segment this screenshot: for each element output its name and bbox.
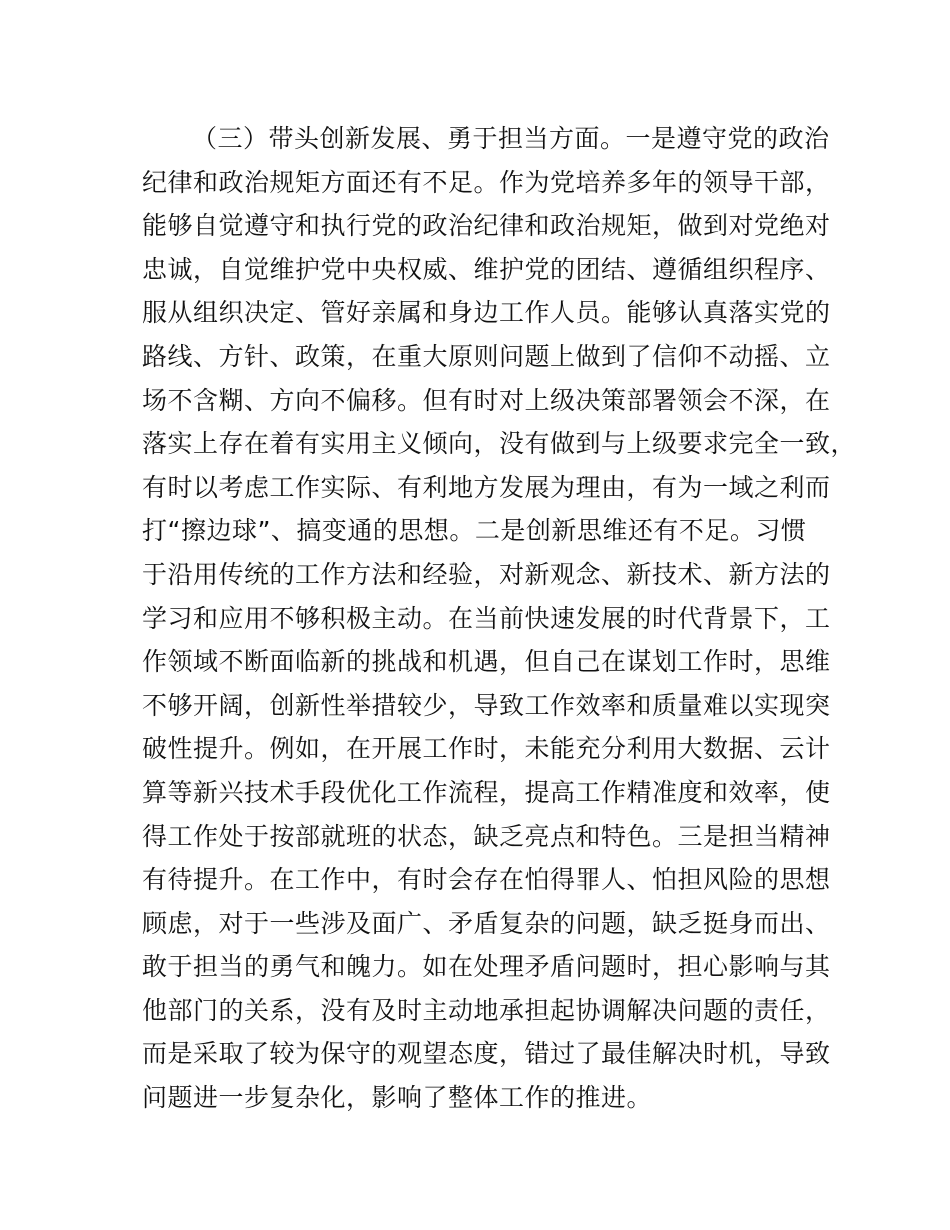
paragraph-line: 不够开阔，创新性举措较少，导致工作效率和质量难以实现突 bbox=[142, 690, 831, 720]
paragraph-line: 破性提升。例如，在开展工作时，未能充分利用大数据、云计 bbox=[142, 734, 831, 764]
paragraph-line: 落实上存在着有实用主义倾向，没有做到与上级要求完全一致， bbox=[142, 429, 857, 459]
paragraph-line: 有时以考虑工作实际、有利地方发展为理由，有为一域之利而 bbox=[142, 472, 831, 502]
paragraph-line: 忠诚，自觉维护党中央权威、维护党的团结、遵循组织程序、 bbox=[142, 254, 831, 284]
paragraph-line: 有待提升。在工作中，有时会存在怕得罪人、怕担风险的思想 bbox=[142, 865, 831, 895]
paragraph-line: 服从组织决定、管好亲属和身边工作人员。能够认真落实党的 bbox=[142, 298, 831, 328]
paragraph-line: 顾虑，对于一些涉及面广、矛盾复杂的问题，缺乏挺身而出、 bbox=[142, 908, 831, 938]
paragraph-line: 纪律和政治规矩方面还有不足。作为党培养多年的领导干部， bbox=[142, 167, 831, 197]
paragraph-line: 得工作处于按部就班的状态，缺乏亮点和特色。三是担当精神 bbox=[142, 821, 831, 851]
paragraph-line: 场不含糊、方向不偏移。但有时对上级决策部署领会不深，在 bbox=[142, 385, 831, 415]
paragraph-line: 路线、方针、政策，在重大原则问题上做到了信仰不动摇、立 bbox=[142, 341, 831, 371]
paragraph-line: 学习和应用不够积极主动。在当前快速发展的时代背景下，工 bbox=[142, 603, 831, 633]
paragraph-line: 作领域不断面临新的挑战和机遇，但自己在谋划工作时，思维 bbox=[142, 647, 831, 677]
paragraph-line: 他部门的关系，没有及时主动地承担起协调解决问题的责任， bbox=[142, 995, 831, 1025]
paragraph-line: 于沿用传统的工作方法和经验，对新观念、新技术、新方法的 bbox=[142, 559, 831, 589]
paragraph-line: 能够自觉遵守和执行党的政治纪律和政治规矩，做到对党绝对 bbox=[142, 211, 831, 241]
paragraph-line: 敢于担当的勇气和魄力。如在处理矛盾问题时，担心影响与其 bbox=[142, 952, 831, 982]
paragraph-line: 算等新兴技术手段优化工作流程，提高工作精准度和效率，使 bbox=[142, 777, 831, 807]
paragraph-line: 问题进一步复杂化，影响了整体工作的推进。 bbox=[142, 1083, 653, 1113]
paragraph-line: 打“擦边球”、搞变通的思想。二是创新思维还有不足。习惯 bbox=[142, 516, 807, 546]
paragraph-line: 而是采取了较为保守的观望态度，错过了最佳解决时机，导致 bbox=[142, 1039, 831, 1069]
paragraph-line: （三）带头创新发展、勇于担当方面。一是遵守党的政治 bbox=[192, 124, 830, 153]
body-paragraph bbox=[142, 117, 857, 1120]
